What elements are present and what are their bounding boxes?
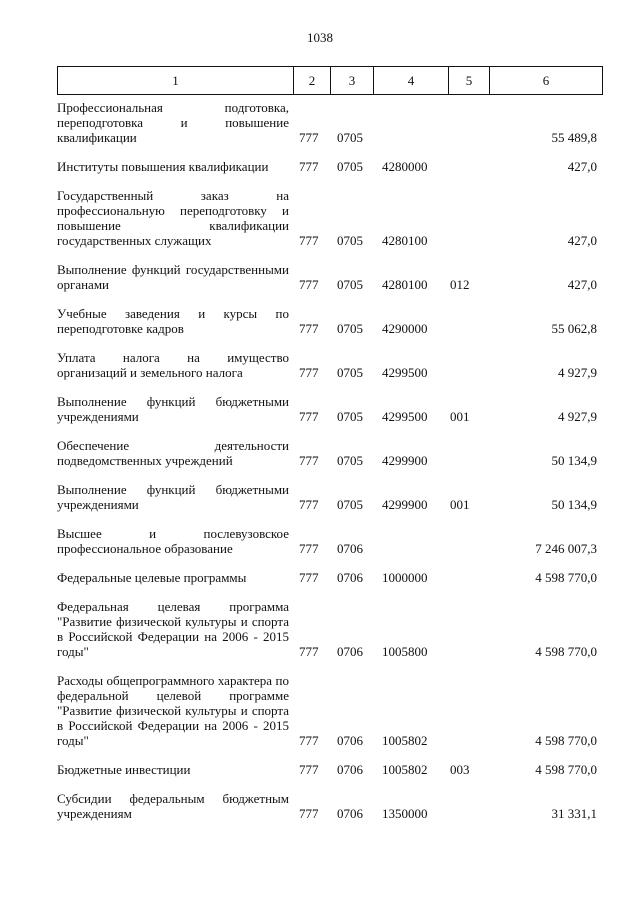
column-header-4: 4 xyxy=(374,67,449,95)
row-code-2: 777 xyxy=(299,130,319,145)
row-code-5: 001 xyxy=(450,409,470,424)
row-code-3: 0706 xyxy=(337,541,363,556)
row-amount: 31 331,1 xyxy=(551,806,597,821)
row-code-2: 777 xyxy=(299,644,319,659)
table-row xyxy=(57,350,597,380)
row-amount: 427,0 xyxy=(567,159,597,174)
column-header-6: 6 xyxy=(490,67,603,95)
row-amount: 4 598 770,0 xyxy=(535,570,597,585)
row-amount: 4 927,9 xyxy=(558,365,597,380)
row-name: Выполнение функций бюджетными учреждениями xyxy=(57,482,289,512)
row-code-2: 777 xyxy=(299,453,319,468)
row-name: Федеральная целевая программа "Развитие физической культуры и спорта в Российской Федерации на 2006 - 2015 годы" xyxy=(57,599,289,659)
row-code-4: 1000000 xyxy=(382,570,428,585)
row-code-4: 4280100 xyxy=(382,277,428,292)
table-row xyxy=(57,673,597,748)
table-row xyxy=(57,599,597,659)
row-code-2: 777 xyxy=(299,409,319,424)
row-code-4: 4290000 xyxy=(382,321,428,336)
row-code-5: 003 xyxy=(450,762,470,777)
row-code-4: 4299500 xyxy=(382,409,428,424)
row-amount: 4 598 770,0 xyxy=(535,733,597,748)
column-header-3: 3 xyxy=(331,67,374,95)
row-name: Субсидии федеральным бюджетным учреждениям xyxy=(57,791,289,821)
row-code-5: 012 xyxy=(450,277,470,292)
row-code-2: 777 xyxy=(299,365,319,380)
row-code-2: 777 xyxy=(299,321,319,336)
row-code-2: 777 xyxy=(299,733,319,748)
row-code-3: 0705 xyxy=(337,453,363,468)
column-header-table xyxy=(57,66,603,95)
row-code-4: 4280100 xyxy=(382,233,428,248)
row-code-2: 777 xyxy=(299,806,319,821)
row-code-4: 4299500 xyxy=(382,365,428,380)
row-name: Институты повышения квалификации xyxy=(57,159,269,174)
page-number: 1038 xyxy=(307,30,333,45)
row-code-3: 0705 xyxy=(337,321,363,336)
table-row xyxy=(57,159,597,174)
row-name: Выполнение функций государственными органами xyxy=(57,262,289,292)
row-name: Федеральные целевые программы xyxy=(57,570,247,585)
row-name: Высшее и послевузовское профессиональное образование xyxy=(57,526,289,556)
row-code-2: 777 xyxy=(299,570,319,585)
row-code-4: 4280000 xyxy=(382,159,428,174)
row-code-3: 0705 xyxy=(337,409,363,424)
row-code-4: 1350000 xyxy=(382,806,428,821)
column-header-1: 1 xyxy=(58,67,294,95)
budget-rows xyxy=(57,100,597,835)
row-code-4: 4299900 xyxy=(382,453,428,468)
column-header-2: 2 xyxy=(294,67,331,95)
row-code-4: 1005802 xyxy=(382,733,428,748)
row-amount: 7 246 007,3 xyxy=(535,541,597,556)
table-row xyxy=(57,394,597,424)
table-row xyxy=(57,762,597,777)
table-row xyxy=(57,570,597,585)
row-name: Уплата налога на имущество организаций и земельного налога xyxy=(57,350,289,380)
table-row xyxy=(57,791,597,821)
row-name: Выполнение функций бюджетными учреждениями xyxy=(57,394,289,424)
row-code-4: 4299900 xyxy=(382,497,428,512)
row-name: Расходы общепрограммного характера по федеральной целевой программе "Развитие физической культуры и спорта в Российской Федерации на 2006 - 2015 годы" xyxy=(57,673,289,748)
row-code-3: 0706 xyxy=(337,806,363,821)
row-code-2: 777 xyxy=(299,233,319,248)
column-header-row xyxy=(58,67,603,95)
row-name: Профессиональная подготовка, переподготовка и повышение квалификации xyxy=(57,100,289,145)
table-row xyxy=(57,438,597,468)
row-name: Обеспечение деятельности подведомственных учреждений xyxy=(57,438,289,468)
row-code-3: 0706 xyxy=(337,644,363,659)
table-row xyxy=(57,100,597,145)
row-code-2: 777 xyxy=(299,497,319,512)
row-amount: 50 134,9 xyxy=(551,497,597,512)
row-amount: 427,0 xyxy=(567,233,597,248)
row-amount: 4 598 770,0 xyxy=(535,762,597,777)
table-row xyxy=(57,188,597,248)
row-code-5: 001 xyxy=(450,497,470,512)
table-row xyxy=(57,306,597,336)
row-amount: 427,0 xyxy=(567,277,597,292)
row-code-3: 0705 xyxy=(337,277,363,292)
row-amount: 55 062,8 xyxy=(551,321,597,336)
table-row xyxy=(57,262,597,292)
row-amount: 55 489,8 xyxy=(551,130,597,145)
row-code-2: 777 xyxy=(299,159,319,174)
row-code-3: 0705 xyxy=(337,497,363,512)
row-code-2: 777 xyxy=(299,762,319,777)
row-code-4: 1005802 xyxy=(382,762,428,777)
row-name: Бюджетные инвестиции xyxy=(57,762,191,777)
row-amount: 4 927,9 xyxy=(558,409,597,424)
row-code-3: 0705 xyxy=(337,159,363,174)
column-header-5: 5 xyxy=(449,67,490,95)
row-amount: 50 134,9 xyxy=(551,453,597,468)
row-code-3: 0705 xyxy=(337,233,363,248)
row-amount: 4 598 770,0 xyxy=(535,644,597,659)
row-code-3: 0706 xyxy=(337,762,363,777)
row-code-2: 777 xyxy=(299,277,319,292)
row-code-2: 777 xyxy=(299,541,319,556)
table-row xyxy=(57,526,597,556)
row-name: Государственный заказ на профессиональную переподготовку и повышение квалификации государственных служащих xyxy=(57,188,289,248)
row-code-3: 0705 xyxy=(337,130,363,145)
row-code-4: 1005800 xyxy=(382,644,428,659)
row-code-3: 0706 xyxy=(337,733,363,748)
table-row xyxy=(57,482,597,512)
row-name: Учебные заведения и курсы по переподготовке кадров xyxy=(57,306,289,336)
row-code-3: 0705 xyxy=(337,365,363,380)
row-code-3: 0706 xyxy=(337,570,363,585)
